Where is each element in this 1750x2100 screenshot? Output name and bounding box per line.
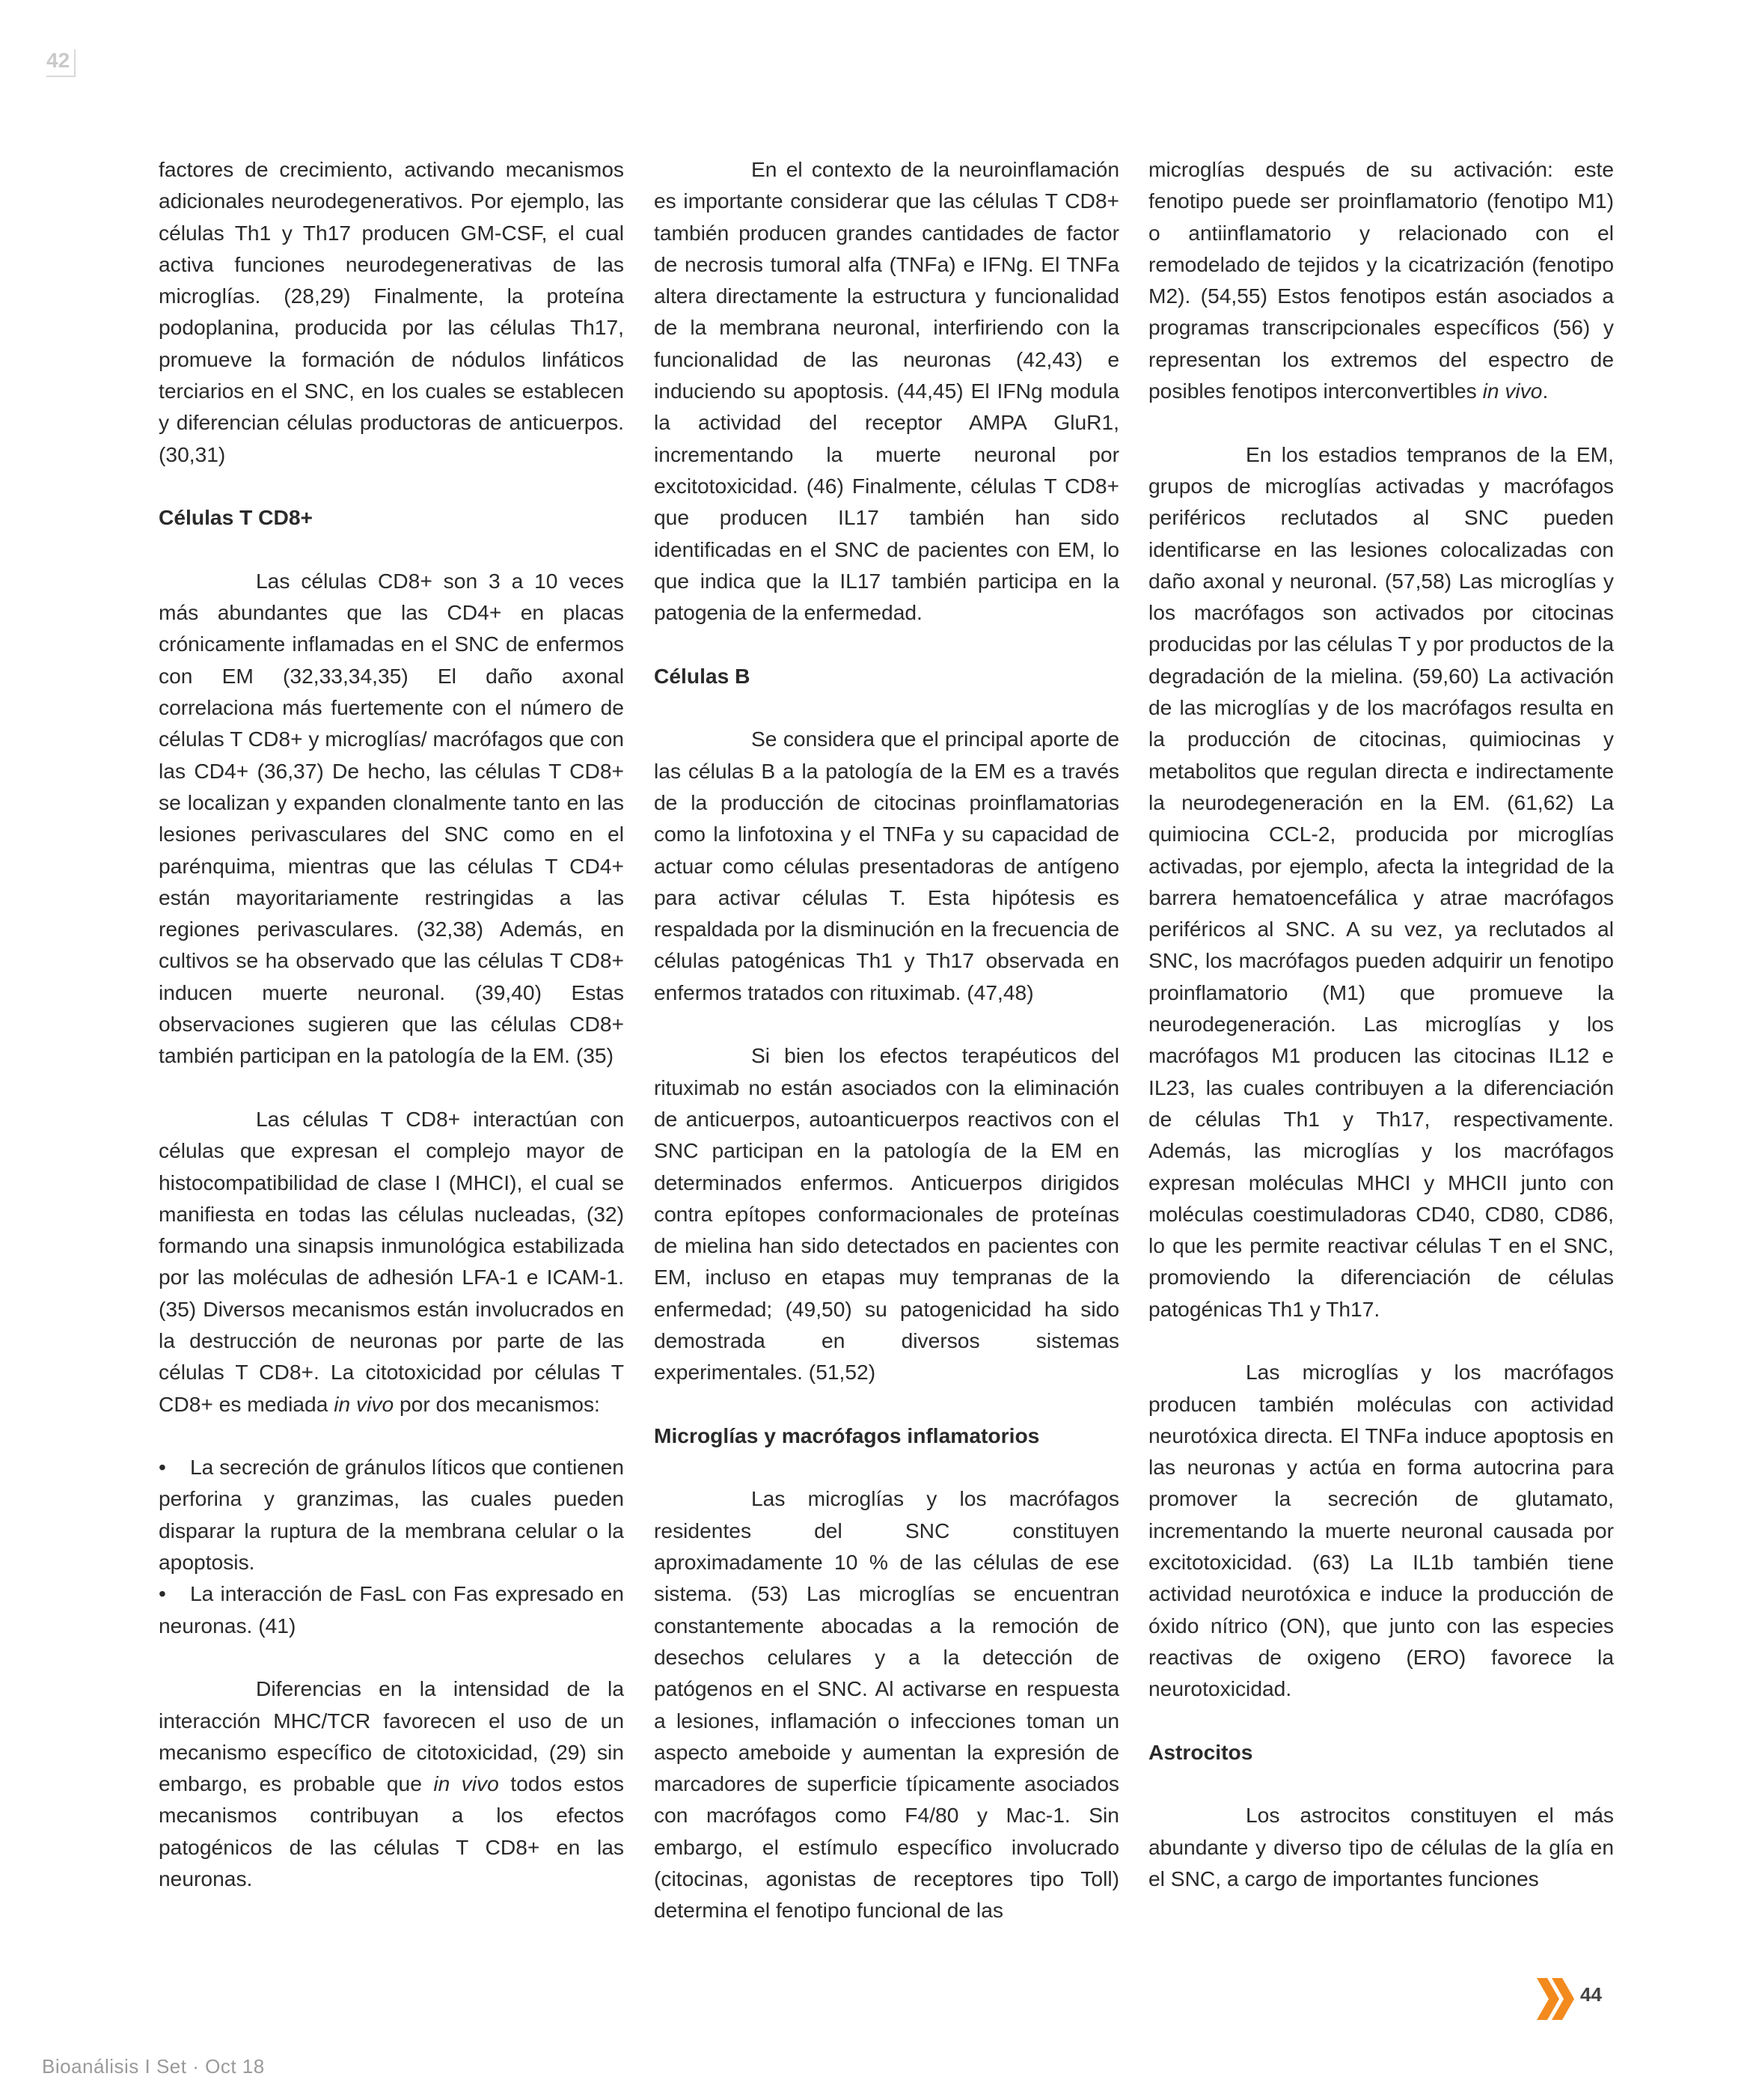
italic-text: in vivo <box>433 1771 499 1796</box>
paragraph-spacer <box>654 1388 1119 1420</box>
paragraph-spacer <box>654 1008 1119 1040</box>
text-span: Las células T CD8+ interactúan con células que expresan el complejo mayor de histocompatibilidad de clase I (MHCI), el cual se manifiesta en todas las células nucleadas, (32) formando una sinapsis inmunológica estabilizada por las moléculas de adhesión LFA-1 e ICAM-1. (35) Diversos mecanismos están involucrados en la destrucción de neuronas por parte de las células T CD8+. La citotoxicidad por células T CD8+ es mediada <box>159 1106 624 1416</box>
paragraph-spacer <box>159 1641 624 1673</box>
text-span: microglías después de su activación: este fenotipo puede ser proinflamatorio (fenotipo M1) o antiinflamatorio y relacionado con el remodelado de tejidos y la cicatrización (fenotipo M2). (54,55) Estos fenotipos están asociados a programas transcripcionales específicos (56) y representan los extremos del espectro de posibles fenotipos interconvertibles <box>1148 157 1614 403</box>
text-span: todos estos mecanismos contribuyan a los efectos patogénicos de las células T CD8+ en las neuronas. <box>159 1771 624 1891</box>
paragraph-spacer <box>159 470 624 501</box>
paragraph-spacer <box>1148 1705 1614 1736</box>
body-paragraph: factores de crecimiento, activando mecanismos adicionales neurodegenerativos. Por ejemplo, las células Th1 y Th17 producen GM-CSF, el cual activa funciones neurodegenerativas de las microglías. (28,29) Finalmente, la proteína podoplanina, producida por las células Th17, promueve la formación de nódulos linfáticos terciarios en el SNC, en los cuales se establecen y diferencian células productoras de anticuerpos. (30,31) <box>159 157 624 466</box>
double-chevron-right-icon <box>1537 1978 1576 2020</box>
list-item <box>159 1451 624 1578</box>
body-paragraph: Las microglías y los macrófagos residentes del SNC constituyen aproximadamente 10 % de las células de ese sistema. (53) Las microglías se encuentran constantemente abocadas a la remoción de desechos celulares y a la detección de patógenos en el SNC. Al activarse en respuesta a lesiones, inflamación o infecciones toman un aspecto ameboide y aumentan la expresión de marcadores de superficie típicamente asociados con macrófagos como F4/80 y Mac-1. Sin embargo, el estímulo específico involucrado (citocinas, agonistas de receptores tipo Toll) determina el fenotipo funcional de las <box>654 1486 1119 1923</box>
section-heading: Microglías y macrófagos inflamatorios <box>654 1423 1040 1447</box>
page-number-top: 42 <box>46 49 76 77</box>
paragraph-spacer <box>1148 1325 1614 1356</box>
section-heading: Células T CD8+ <box>159 505 313 530</box>
body-paragraph <box>1148 153 1614 406</box>
text-span: por dos mecanismos: <box>394 1391 600 1416</box>
body-paragraph: Las células CD8+ son 3 a 10 veces más abundantes que las CD4+ en placas crónicamente inflamadas en el SNC de enfermos con EM (32,33,34,35) El daño axonal correlaciona más fuertemente con el número de células T CD8+ y microglías/ macrófagos que con las CD4+ (36,37) De hecho, las células T CD8+ se localizan y expanden clonalmente tanto en las lesiones perivasculares del SNC como en el parénquima, mientras que las células T CD4+ están mayoritariamente restringidas a las regiones perivasculares. (32,38) Además, en cultivos se ha observado que las células T CD8+ inducen muerte neuronal. (39,40) Estas observaciones sugieren que las células CD8+ también participan en la patología de la EM. (35) <box>159 568 624 1068</box>
footer-publication: Bioanálisis I Set · Oct 18 <box>42 2055 265 2078</box>
section-heading: Astrocitos <box>1148 1739 1253 1764</box>
text-column-2 <box>654 153 1119 1926</box>
body-paragraph: En los estadios tempranos de la EM, grupos de microglías activadas y macrófagos periféricos reclutados al SNC pueden identificarse en las lesiones colocalizadas con daño axonal y neuronal. (57,58) Las microglías y los macrófagos son activados por citocinas producidas por las células T y por productos de la degradación de la mielina. (59,60) La activación de las microglías y de los macrófagos resulta en la producción de citocinas, quimiocinas y metabolitos que regulan directa e indirectamente la neurodegeneración en la EM. (61,62) La quimiocina CCL-2, producida por microglías activadas, por ejemplo, afecta la integridad de la barrera hematoencefálica y atrae macrófagos periféricos al SNC. A su vez, ya reclutados al SNC, los macrófagos pueden adquirir un fenotipo proinflamatorio (M1) que promueve la neurodegeneración. Las microglías y los macrófagos M1 producen las citocinas IL12 e IL23, las cuales contribuyen a la diferenciación de células Th1 y Th17, respectivamente. Además, las microglías y los macrófagos expresan moléculas MHCI y MHCII junto con moléculas coestimuladoras CD40, CD80, CD86, lo que les permite reactivar células T en el SNC, promoviendo la diferenciación de células patogénicas Th1 y Th17. <box>1148 442 1614 1321</box>
paragraph-spacer <box>654 1451 1119 1483</box>
text-column-3 <box>1148 153 1614 1894</box>
body-paragraph: En el contexto de la neuroinflamación es importante considerar que las células T CD8+ también producen grandes cantidades de factor de necrosis tumoral alfa (TNFa) e IFNg. El TNFa altera directamente la estructura y funcionalidad de la membrana neuronal, interfiriendo con la funcionalidad de las neuronas (42,43) e induciendo su apoptosis. (44,45) El IFNg modula la actividad del receptor AMPA GluR1, incrementando la muerte neuronal por excitotoxicidad. (46) Finalmente, células T CD8+ que producen IL17 también han sido identificadas en el SNC de pacientes con EM, lo que indica que la IL17 también participa en la patogenia de la enfermedad. <box>654 157 1119 625</box>
page-number-bottom: 44 <box>1580 1983 1602 2006</box>
paragraph-spacer <box>654 692 1119 723</box>
body-paragraph: Las microglías y los macrófagos producen también moléculas con actividad neurotóxica directa. El TNFa induce apoptosis en las neuronas y actúa en forma autocrina para promover la secreción de glutamato, incrementando la muerte neuronal causada por excitotoxicidad. (63) La IL1b también tiene actividad neurotóxica e induce la producción de óxido nítrico (ON), que junto con las especies reactivas de oxigeno (ERO) favorece la neurotoxicidad. <box>1148 1360 1614 1701</box>
body-paragraph <box>159 1103 624 1420</box>
paragraph-spacer <box>1148 1768 1614 1799</box>
body-paragraph: Se considera que el principal aporte de las células B a la patología de la EM es a través de la producción de citocinas proinflamatorias como la linfotoxina y el TNFa y su capacidad de actuar como células presentadoras de antígeno para activar células T. Esta hipótesis es respaldada por la disminución en la frecuencia de células patogénicas Th1 y Th17 observada en enfermos tratados con rituximab. (47,48) <box>654 727 1119 1004</box>
list-item <box>159 1578 624 1641</box>
list-item-text: La interacción de FasL con Fas expresado en neuronas. (41) <box>159 1581 624 1637</box>
text-column-1 <box>159 153 624 1894</box>
list-item-text: La secreción de gránulos líticos que contienen perforina y granzimas, las cuales pueden disparar la ruptura de la membrana celular o la apoptosis. <box>159 1455 624 1575</box>
body-paragraph: Los astrocitos constituyen el más abundante y diverso tipo de células de la glía en el SNC, a cargo de importantes funciones <box>1148 1803 1614 1891</box>
bullet-icon: • <box>159 1455 166 1480</box>
paragraph-spacer <box>159 1420 624 1451</box>
paragraph-spacer <box>159 534 624 565</box>
bullet-icon: • <box>159 1581 166 1606</box>
body-paragraph: Si bien los efectos terapéuticos del rituximab no están asociados con la eliminación de anticuerpos, autoanticuerpos reactivos con el SNC participan en la patología de la EM en determinados enfermos. Anticuerpos dirigidos contra epítopes conformacionales de proteínas de mielina han sido detectados en pacientes con EM, incluso en etapas muy tempranas de la enfermedad; (49,50) su patogenicidad ha sido demostrada en diversos sistemas experimentales. (51,52) <box>654 1043 1119 1385</box>
italic-text: in vivo <box>334 1391 394 1416</box>
text-span: . <box>1542 379 1549 403</box>
section-heading: Células B <box>654 663 750 688</box>
body-paragraph <box>159 1673 624 1894</box>
text-span: Diferencias en la intensidad de la interacción MHC/TCR favorecen el uso de un mecanismo específico de citotoxicidad, (29) sin embargo, es probable que <box>159 1676 624 1796</box>
paragraph-spacer <box>159 1072 624 1103</box>
paragraph-spacer <box>1148 406 1614 438</box>
bullet-list <box>159 1451 624 1641</box>
italic-text: in vivo <box>1482 379 1543 403</box>
paragraph-spacer <box>654 628 1119 659</box>
